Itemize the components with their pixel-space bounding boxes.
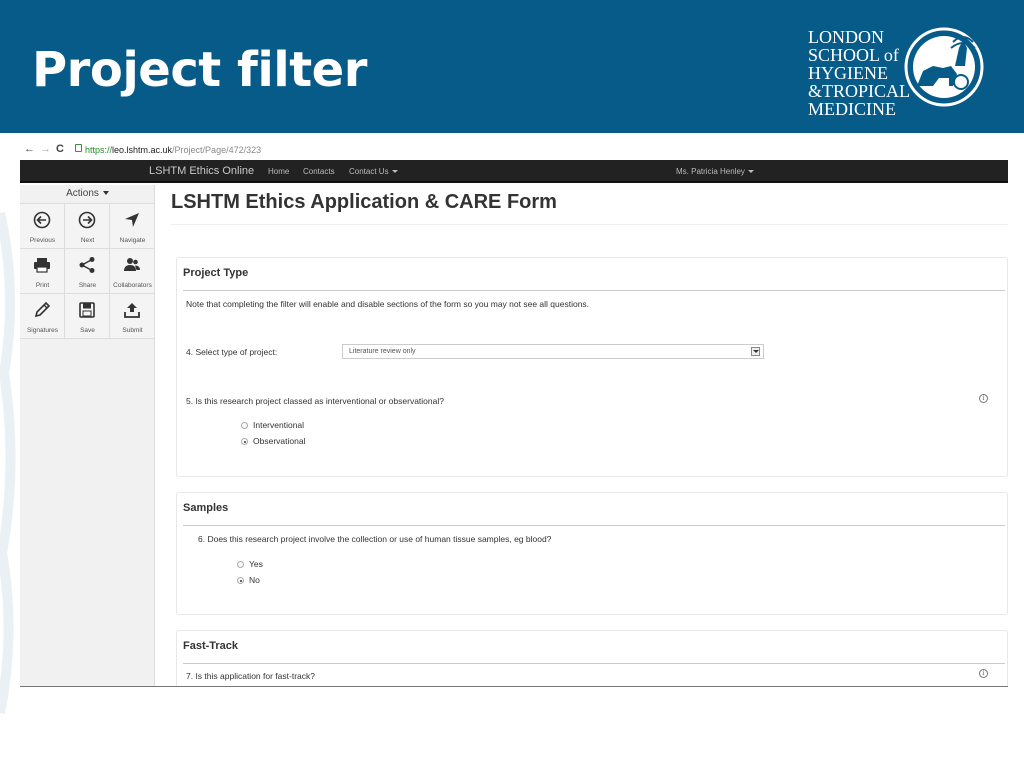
print-icon: [33, 256, 51, 274]
q5-label: 5. Is this research project classed as interventional or observational?: [186, 396, 444, 406]
logo-line: MEDICINE: [808, 99, 896, 119]
actions-sidebar: [20, 185, 155, 687]
nav-contact-us-dropdown[interactable]: [349, 167, 398, 176]
collaborators-label: Collaborators: [113, 282, 152, 289]
q6-label: 6. Does this research project involve the collection or use of human tissue samples, eg blood?: [198, 534, 552, 544]
upload-icon: [123, 301, 141, 319]
panel-heading: Samples: [183, 502, 229, 514]
project-type-panel: [176, 257, 1008, 477]
url-scheme: https://: [85, 145, 113, 155]
filter-note: Note that completing the filter will enable and disable sections of the form so you may not see all questions.: [186, 299, 590, 309]
nav-home-link[interactable]: Home: [268, 167, 290, 176]
title-divider: [171, 224, 1008, 225]
lock-icon: [75, 144, 82, 152]
signatures-button[interactable]: [20, 294, 65, 339]
samples-panel: [176, 492, 1008, 615]
nav-contacts-link[interactable]: Contacts: [303, 167, 335, 176]
nav-contact-us-label: Contact Us: [349, 167, 389, 176]
top-navbar: [20, 160, 1008, 183]
next-label: Next: [80, 237, 95, 244]
dropdown-arrow-icon: [751, 347, 760, 356]
share-label: Share: [78, 282, 97, 289]
panel-divider: [183, 663, 1005, 664]
chevron-down-icon: [103, 191, 109, 195]
q4-label: 4. Select type of project:: [186, 347, 278, 357]
user-menu-dropdown[interactable]: [676, 167, 754, 176]
logo-line: SCHOOL of: [808, 45, 899, 65]
pencil-icon: [33, 301, 51, 319]
no-radio[interactable]: [237, 577, 244, 584]
arrow-right-circle-icon: [78, 211, 96, 229]
collaborators-button[interactable]: [110, 249, 155, 294]
slide-title: Project filter: [32, 42, 367, 98]
user-name: Ms. Patricia Henley: [676, 167, 745, 176]
fast-track-panel: [176, 630, 1008, 687]
actions-dropdown[interactable]: [20, 185, 155, 204]
url-host: leo.lshtm.ac.uk: [112, 145, 173, 155]
collaborators-icon: [123, 256, 141, 274]
interventional-radio[interactable]: [241, 422, 248, 429]
save-button[interactable]: [65, 294, 110, 339]
actions-label: Actions: [66, 188, 99, 199]
signatures-label: Signatures: [26, 327, 59, 334]
previous-button[interactable]: [20, 204, 65, 249]
q7-label: 7. Is this application for fast-track?: [186, 671, 315, 681]
browser-window: [20, 140, 1008, 687]
submit-button[interactable]: [110, 294, 155, 339]
back-arrow-icon[interactable]: ←: [24, 143, 35, 155]
project-type-select-value: Literature review only: [349, 348, 416, 355]
form-title: LSHTM Ethics Application & CARE Form: [171, 191, 557, 213]
observational-label: Observational: [253, 436, 306, 446]
url-text[interactable]: [85, 145, 261, 155]
logo-line: HYGIENE: [808, 63, 888, 83]
save-label: Save: [80, 327, 95, 334]
share-button[interactable]: [65, 249, 110, 294]
chevron-down-icon: [392, 170, 398, 173]
yes-radio[interactable]: [237, 561, 244, 568]
panel-divider: [183, 290, 1005, 291]
url-path: /Project/Page/472/323: [172, 145, 262, 155]
print-button[interactable]: [20, 249, 65, 294]
print-label: Print: [35, 282, 50, 289]
form-main: [156, 185, 1008, 687]
save-icon: [78, 301, 96, 319]
share-icon: [78, 256, 96, 274]
panel-heading: Fast-Track: [183, 640, 239, 652]
next-button[interactable]: [65, 204, 110, 249]
info-icon[interactable]: i: [979, 669, 988, 678]
chevron-down-icon: [748, 170, 754, 173]
panel-divider: [183, 525, 1005, 526]
previous-label: Previous: [29, 237, 56, 244]
panel-heading: Project Type: [183, 267, 249, 279]
forward-arrow-icon[interactable]: →: [40, 143, 51, 155]
logo-line: LONDON: [808, 27, 884, 47]
interventional-label: Interventional: [253, 420, 305, 430]
project-type-select[interactable]: [342, 344, 764, 359]
arrow-left-circle-icon: [33, 211, 51, 229]
observational-radio[interactable]: [241, 438, 248, 445]
navigate-button[interactable]: [110, 204, 155, 249]
reload-icon[interactable]: C: [56, 143, 64, 155]
lshtm-emblem-icon: [903, 26, 985, 108]
yes-label: Yes: [249, 559, 263, 569]
slide-header: [0, 0, 1024, 133]
lshtm-logo-text: [808, 28, 910, 118]
watermark-decoration: [0, 133, 20, 733]
address-bar: [20, 140, 1008, 160]
info-icon[interactable]: i: [979, 394, 988, 403]
navigate-icon: [123, 211, 141, 229]
submit-label: Submit: [122, 327, 143, 334]
navigate-label: Navigate: [119, 237, 146, 244]
logo-line: &TROPICAL: [808, 81, 911, 101]
navbar-brand[interactable]: LSHTM Ethics Online: [149, 165, 255, 177]
no-label: No: [249, 575, 260, 585]
